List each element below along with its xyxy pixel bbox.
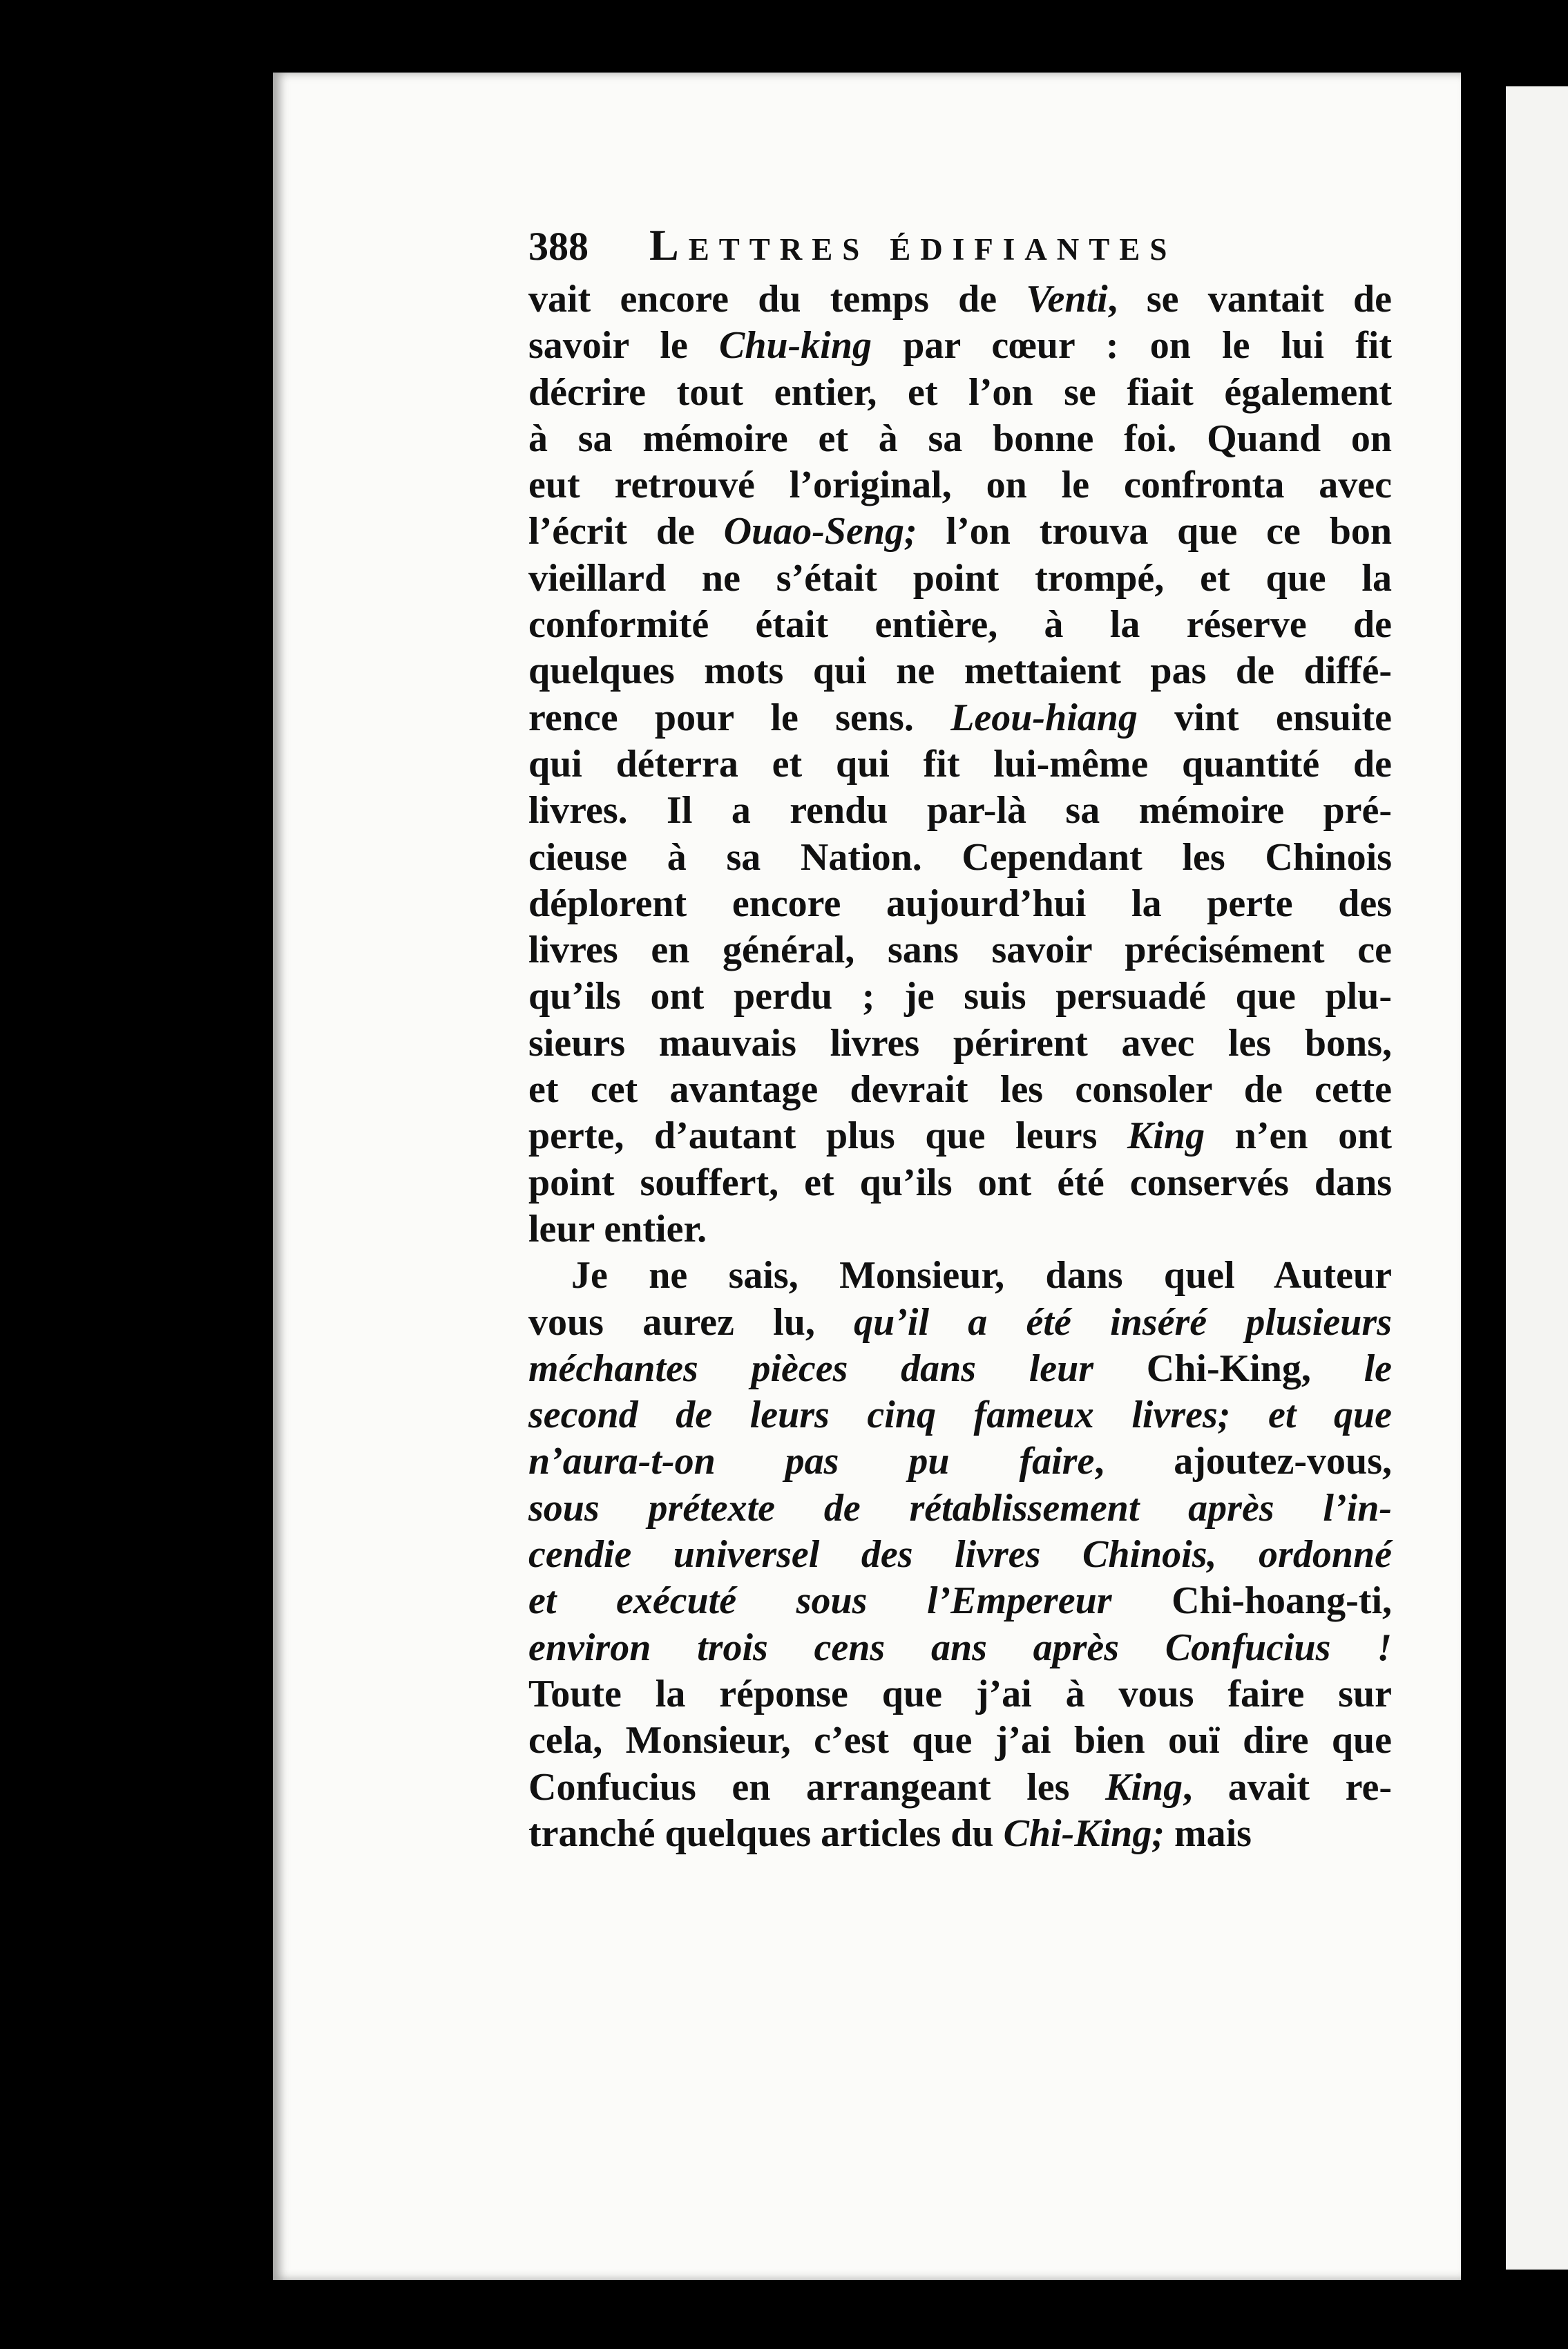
italic-segment: n’aura-t-on pas pu faire: [528, 1440, 1095, 1483]
italic-segment: Chi-King;: [1003, 1811, 1165, 1855]
text-line: [528, 1020, 1392, 1067]
text-line: [528, 1206, 1392, 1253]
italic-segment: second de leurs cinq fameux livres; et que: [528, 1394, 1392, 1437]
text-line: [528, 1300, 1392, 1346]
text-segment: , ajoutez-vous,: [1094, 1440, 1392, 1483]
text-segment: mais: [1164, 1811, 1252, 1855]
text-segment: conformité était entière, à la réserve de: [528, 603, 1392, 647]
text-line: [528, 695, 1392, 741]
text-line: [528, 323, 1392, 369]
text-segment: , avait re-: [1183, 1765, 1392, 1809]
text-line: [528, 1346, 1392, 1392]
text-segment: à sa mémoire et à sa bonne foi. Quand on: [528, 417, 1392, 460]
text-line: [528, 555, 1392, 602]
text-segment: sieurs mauvais livres périrent avec les bons,: [528, 1021, 1392, 1065]
facing-page-edge: [1506, 86, 1568, 2270]
text-line: [528, 462, 1392, 508]
text-segment: , se vantait de: [1107, 278, 1392, 321]
italic-segment: Ouao-Seng;: [723, 510, 917, 553]
italic-segment: cendie universel des livres Chinois, ordonné: [528, 1533, 1392, 1577]
italic-segment: qu’il a été inséré plusieurs: [854, 1300, 1392, 1344]
text-line: [528, 741, 1392, 788]
text-line: [528, 1578, 1392, 1624]
text-line: [528, 973, 1392, 1020]
text-line: [528, 881, 1392, 927]
text-segment: déplorent encore aujourd’hui la perte des: [528, 882, 1392, 925]
text-line: [528, 508, 1392, 555]
text-line: [528, 1160, 1392, 1206]
page-number: 388: [528, 224, 589, 269]
text-segment: n’en ont: [1205, 1114, 1392, 1158]
running-head: Lettres édifiantes: [649, 220, 1177, 269]
paragraph-2: [528, 1253, 1392, 1857]
italic-segment: King: [1105, 1765, 1183, 1809]
text-segment: Confucius en arrangeant les: [528, 1765, 1106, 1809]
text-segment: décrire tout entier, et l’on se fiait également: [528, 370, 1392, 414]
text-segment: l’écrit de: [528, 510, 724, 553]
text-segment: cieuse à sa Nation. Cependant les Chinois: [528, 835, 1392, 879]
text-segment: qu’ils ont perdu ; je suis persuadé que plu-: [528, 975, 1392, 1018]
text-segment: savoir le: [528, 324, 720, 368]
text-line: [528, 1718, 1392, 1764]
text-segment: livres. Il a rendu par-là sa mémoire pré-: [528, 789, 1392, 833]
text-segment: quelques mots qui ne mettaient pas de diffé-: [528, 649, 1392, 693]
text-segment: leur entier.: [528, 1207, 707, 1250]
text-segment: par cœur : on le lui fit: [872, 324, 1392, 368]
text-segment: vint ensuite: [1137, 696, 1392, 739]
paragraph-1: [528, 276, 1392, 1253]
italic-segment: environ trois cens ans après Confucius !: [528, 1626, 1392, 1669]
text-segment: vait encore du temps de: [528, 278, 1026, 321]
text-segment: eut retrouvé l’original, on le confronta avec: [528, 464, 1392, 507]
text-line: [528, 1438, 1392, 1485]
text-line: [528, 1765, 1392, 1811]
text-line: [528, 1532, 1392, 1578]
text-line: [528, 416, 1392, 462]
italic-segment: King: [1127, 1114, 1205, 1158]
text-segment: vous aurez lu,: [528, 1300, 854, 1344]
text-segment: livres en général, sans savoir précisément ce: [528, 929, 1392, 972]
text-line: [528, 648, 1392, 694]
italic-segment: Chu-king: [719, 324, 872, 368]
text-segment: Je ne sais, Monsieur, dans quel Auteur: [571, 1254, 1392, 1297]
text-line: [528, 1392, 1392, 1438]
text-line: [528, 1067, 1392, 1113]
text-segment: Chi-King,: [1093, 1347, 1364, 1390]
text-line: [528, 1113, 1392, 1159]
text-segment: vieillard ne s’était point trompé, et que la: [528, 556, 1392, 600]
italic-segment: et exécuté sous l’Empereur: [528, 1579, 1112, 1623]
page-header: [528, 220, 1392, 275]
text-line: [528, 788, 1392, 834]
text-segment: rence pour le sens.: [528, 696, 951, 739]
text-line: [528, 835, 1392, 881]
text-line: [528, 1811, 1392, 1857]
text-segment: point souffert, et qu’ils ont été conservés dans: [528, 1161, 1392, 1204]
text-segment: l’on trouva que ce bon: [917, 510, 1392, 553]
text-segment: tranché quelques articles du: [528, 1811, 1004, 1855]
text-line: [528, 1671, 1392, 1718]
text-line: [528, 602, 1392, 648]
italic-segment: méchantes pièces dans leur: [528, 1347, 1094, 1390]
text-segment: qui déterra et qui fit lui-même quantité de: [528, 742, 1392, 786]
text-line: [528, 370, 1392, 416]
text-line: [528, 1625, 1392, 1671]
italic-segment: le: [1364, 1347, 1392, 1390]
italic-segment: Venti: [1026, 278, 1108, 321]
text-line: [528, 276, 1392, 323]
page-body: [528, 276, 1392, 1857]
text-segment: cela, Monsieur, c’est que j’ai bien ouï dire que: [528, 1719, 1392, 1762]
italic-segment: sous prétexte de rétablissement après l’in-: [528, 1486, 1392, 1530]
italic-segment: Leou-hiang: [950, 696, 1138, 739]
text-line: [528, 1253, 1392, 1299]
text-segment: Chi-hoang-ti,: [1111, 1579, 1393, 1623]
text-segment: perte, d’autant plus que leurs: [528, 1114, 1128, 1158]
text-segment: Toute la réponse que j’ai à vous faire sur: [528, 1672, 1392, 1715]
text-line: [528, 927, 1392, 973]
text-line: [528, 1485, 1392, 1532]
text-segment: et cet avantage devrait les consoler de cette: [528, 1068, 1392, 1112]
